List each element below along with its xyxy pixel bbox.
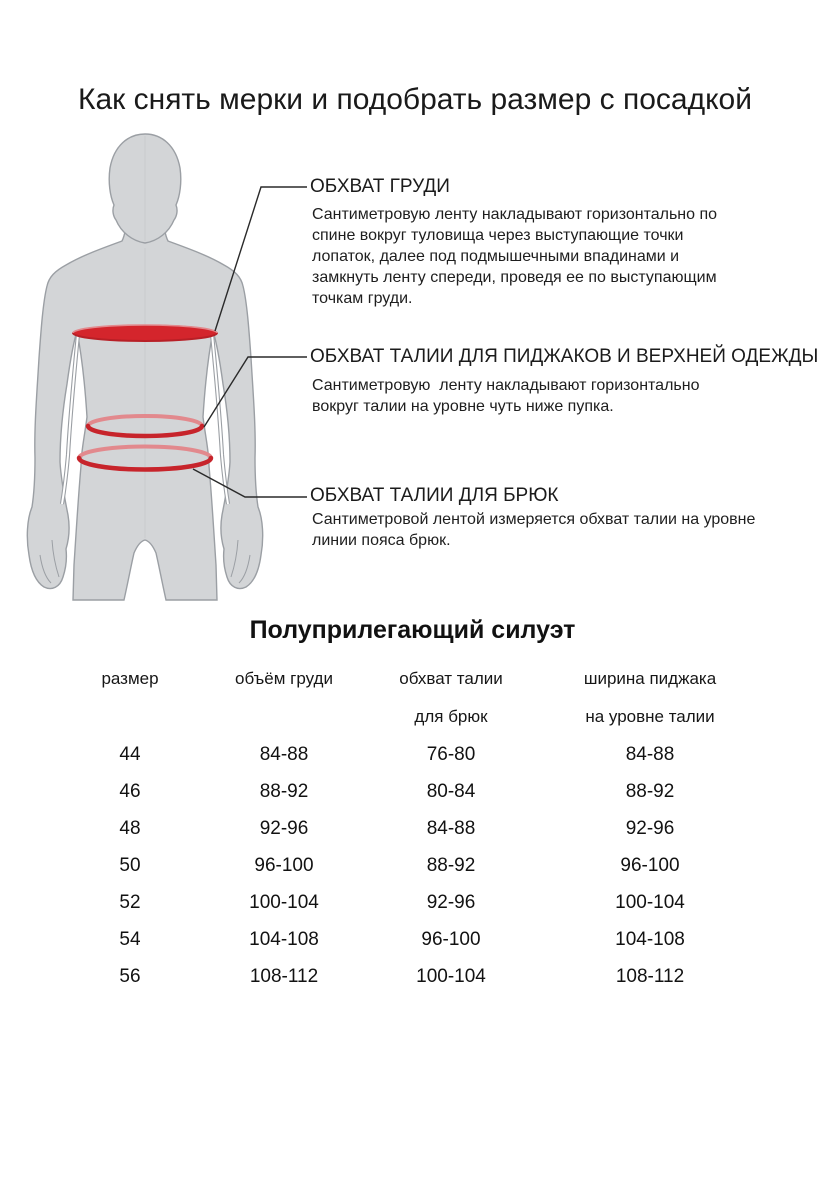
size-cell: 88-92 xyxy=(625,780,675,802)
size-cell: 46 xyxy=(119,780,141,802)
header-cell-jacket-width: ширина пиджака xyxy=(583,669,717,688)
size-cell: 104-108 xyxy=(615,928,685,950)
size-cell: 92-96 xyxy=(259,817,309,839)
measurement-description-trouser-waist: Сантиметровой лентой измеряется обхват талии на уровне линии пояса брюк. xyxy=(312,511,760,549)
size-cell: 84-88 xyxy=(259,743,309,765)
size-cell: 88-92 xyxy=(259,780,309,802)
header-cell-chest: объём груди xyxy=(235,669,333,688)
size-cell: 88-92 xyxy=(426,854,476,876)
size-cell: 108-112 xyxy=(249,965,319,987)
header-spacer xyxy=(85,698,175,736)
size-cell: 80-84 xyxy=(426,780,476,802)
size-cell: 50 xyxy=(119,854,141,876)
size-cell: 84-88 xyxy=(625,743,675,765)
size-cell: 48 xyxy=(119,817,141,839)
size-cell: 44 xyxy=(119,743,141,765)
header-subcell-waist: для брюк xyxy=(414,707,488,726)
measurement-figure xyxy=(0,125,340,610)
header-cell-size: размер xyxy=(101,669,159,688)
size-cell: 52 xyxy=(119,891,141,913)
measurement-heading-trouser-waist: ОБХВАТ ТАЛИИ ДЛЯ БРЮК xyxy=(310,485,559,506)
size-cell: 92-96 xyxy=(625,817,675,839)
size-cell: 100-104 xyxy=(416,965,486,987)
size-cell: 108-112 xyxy=(615,965,685,987)
size-cell: 96-100 xyxy=(620,854,680,876)
size-cell: 56 xyxy=(119,965,141,987)
measurement-heading-chest: ОБХВАТ ГРУДИ xyxy=(310,176,450,197)
measurement-description-chest: Сантиметровую ленту накладывают горизонтально по спине вокруг туловища через выступающие точки лопаток, далее под подмышечными впадинами и замкнуть ленту спереди, проведя ее по выступающим точкам груди. xyxy=(312,206,722,307)
measurement-description-jacket-waist: Сантиметровую ленту накладывают горизонтально вокруг талии на уровне чуть ниже пупка. xyxy=(312,377,704,415)
size-table xyxy=(85,660,791,995)
size-cell: 96-100 xyxy=(421,928,481,950)
measurement-heading-jacket-waist: ОБХВАТ ТАЛИИ ДЛЯ ПИДЖАКОВ И ВЕРХНЕЙ ОДЕЖДЫ xyxy=(310,346,819,367)
size-cell: 104-108 xyxy=(249,928,319,950)
header-spacer xyxy=(175,698,393,736)
size-cell: 54 xyxy=(119,928,141,950)
page-title: Как снять мерки и подобрать размер с посадкой xyxy=(78,83,752,116)
size-cell: 76-80 xyxy=(426,743,476,765)
size-cell: 84-88 xyxy=(426,817,476,839)
size-cell: 100-104 xyxy=(615,891,685,913)
size-table-title: Полуприлегающий силуэт xyxy=(249,616,576,644)
header-cell-waist: обхват талии xyxy=(399,669,503,688)
size-cell: 100-104 xyxy=(249,891,319,913)
size-cell: 96-100 xyxy=(254,854,314,876)
size-cell: 92-96 xyxy=(426,891,476,913)
header-subcell-jacket-width: на уровне талии xyxy=(585,707,715,726)
